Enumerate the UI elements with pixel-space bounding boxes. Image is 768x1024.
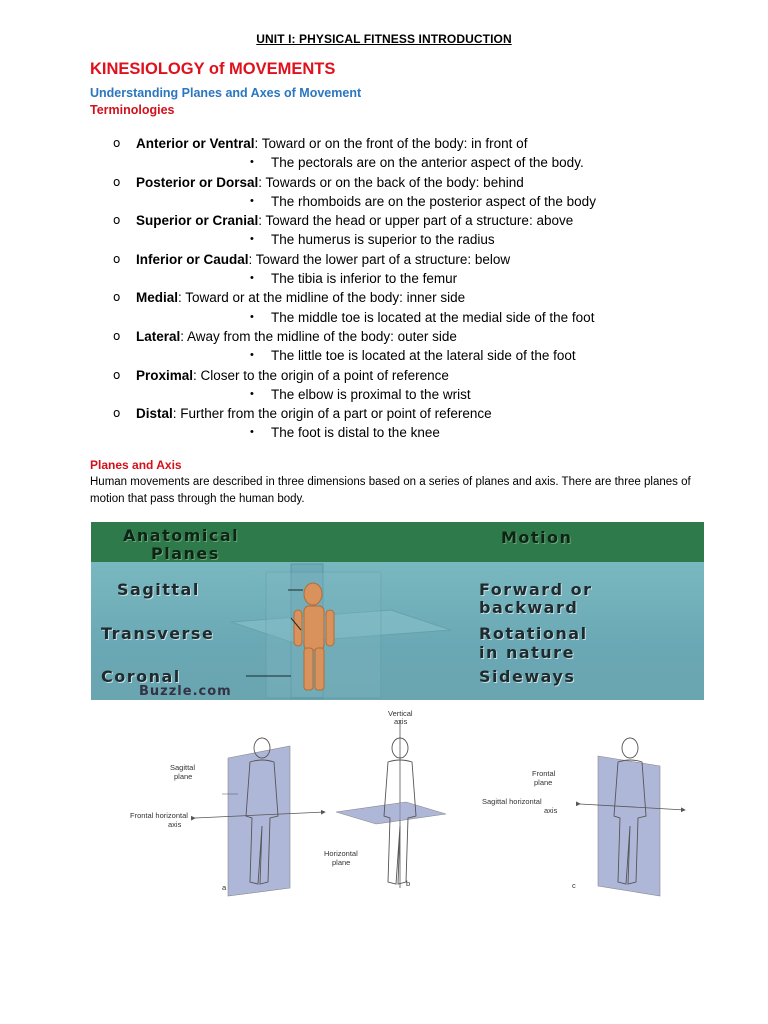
motion-label-1a: Forward or (479, 580, 593, 599)
figure-b-label-2b: plane (332, 858, 351, 867)
figure-a-label-2b: axis (168, 820, 182, 829)
figure-c-label-1b: plane (534, 778, 553, 787)
term-item (0, 366, 768, 385)
list-marker: o (113, 136, 121, 150)
term-name: Posterior or Dorsal (136, 174, 259, 190)
term-name: Superior or Cranial (136, 213, 259, 229)
bullet-marker: • (250, 387, 254, 400)
term-definition: : Further from the origin of a part or point of reference (172, 406, 492, 422)
motion-label-3: Sideways (479, 667, 576, 686)
figure-b-label-1a: Vertical (388, 709, 413, 718)
figure-a-caption: a (222, 883, 227, 892)
term-item (0, 250, 768, 269)
document-title: KINESIOLOGY of MOVEMENTS (90, 60, 336, 78)
term-item (0, 134, 768, 153)
term-name: Inferior or Caudal (136, 251, 249, 267)
term-example (0, 423, 768, 442)
bullet-marker: • (250, 194, 254, 207)
term-example (0, 269, 768, 288)
bullet-marker: • (250, 233, 254, 246)
term-definition: : Toward the head or upper part of a structure: above (258, 213, 574, 229)
term-example (0, 346, 768, 365)
term-definition: : Closer to the origin of a point of reference (193, 367, 449, 383)
term-name: Distal (136, 406, 173, 422)
figure-c-label-1a: Frontal (532, 769, 556, 778)
term-name: Lateral (136, 328, 181, 344)
term-item (0, 404, 768, 423)
watermark: Buzzle.com (139, 684, 232, 699)
figure-a (130, 738, 325, 896)
term-name: Medial (136, 290, 179, 306)
term-definition: : Toward or on the front of the body: in front of (254, 136, 528, 151)
term-definition: : Away from the midline of the body: outer side (180, 328, 457, 344)
header-left-line-1: Anatomical (123, 526, 240, 545)
term-item (0, 173, 768, 192)
list-marker: o (113, 213, 121, 228)
bullet-marker: • (250, 310, 254, 323)
planes-axes-figure (110, 706, 710, 898)
term-item (0, 327, 768, 346)
plane-label-coronal: Coronal (101, 667, 181, 686)
list-marker: o (113, 406, 121, 421)
term-item (0, 211, 768, 230)
figure-c-label-2a: Sagittal horizontal (482, 797, 542, 806)
plane-label-transverse: Transverse (101, 624, 215, 643)
header-left-line-2: Planes (151, 544, 220, 563)
figure-b-label-1b: axis (394, 717, 408, 726)
bullet-marker: • (250, 426, 254, 439)
motion-label-2a: Rotational (479, 624, 588, 643)
term-example (0, 308, 768, 327)
example-text: The elbow is proximal to the wrist (271, 386, 471, 402)
terminologies-heading: Terminologies (90, 103, 175, 117)
planes-heading: Planes and Axis (90, 458, 182, 472)
motion-label-1b: backward (479, 598, 579, 617)
term-definition: : Toward the lower part of a structure: below (248, 251, 511, 267)
example-text: The foot is distal to the knee (271, 425, 440, 441)
term-definition: : Toward or at the midline of the body: inner side (178, 290, 466, 306)
term-example (0, 230, 768, 249)
term-item (0, 288, 768, 307)
term-definition: : Towards or on the back of the body: behind (258, 174, 524, 190)
section-subtitle: Understanding Planes and Axes of Movement (90, 86, 362, 100)
figure-a-label-2a: Frontal horizontal (130, 811, 188, 820)
bullet-marker: • (250, 156, 254, 169)
bullet-marker: • (250, 272, 254, 285)
figure-b-label-2a: Horizontal (324, 849, 358, 858)
term-name: Anterior or Ventral (136, 136, 255, 151)
term-name: Proximal (136, 367, 194, 383)
term-example (0, 192, 768, 211)
figure-c (482, 738, 685, 896)
list-marker: o (113, 174, 121, 189)
term-example (0, 153, 768, 172)
list-marker: o (113, 328, 121, 343)
list-marker: o (113, 251, 121, 266)
header-right: Motion (501, 528, 573, 547)
figure-c-label-2b: axis (544, 806, 558, 815)
plane-label-sagittal: Sagittal (117, 580, 200, 599)
example-text: The humerus is superior to the radius (271, 232, 495, 248)
term-example (0, 385, 768, 404)
terminology-list (0, 134, 768, 443)
example-text: The rhomboids are on the posterior aspect of the body (271, 193, 596, 209)
figure-a-label-1b: plane (174, 772, 193, 781)
unit-header: UNIT I: PHYSICAL FITNESS INTRODUCTION (256, 32, 512, 46)
example-text: The pectorals are on the anterior aspect of the body. (271, 155, 584, 171)
bullet-marker: • (250, 349, 254, 362)
list-marker: o (113, 290, 121, 305)
example-text: The little toe is located at the lateral side of the foot (271, 348, 576, 364)
example-text: The tibia is inferior to the femur (271, 271, 458, 287)
list-marker: o (113, 367, 121, 382)
figure-b-caption: b (406, 879, 411, 888)
example-text: The middle toe is located at the medial side of the foot (271, 309, 595, 325)
planes-paragraph: Human movements are described in three dimensions based on a series of planes and axis. There are three planes of motion that pass through the human body. (90, 476, 691, 505)
figure-b (324, 709, 446, 888)
figure-c-caption: c (572, 881, 576, 890)
figure-a-label-1a: Sagittal (170, 763, 196, 772)
anatomical-planes-image (91, 522, 704, 700)
motion-label-2b: in nature (479, 643, 575, 662)
